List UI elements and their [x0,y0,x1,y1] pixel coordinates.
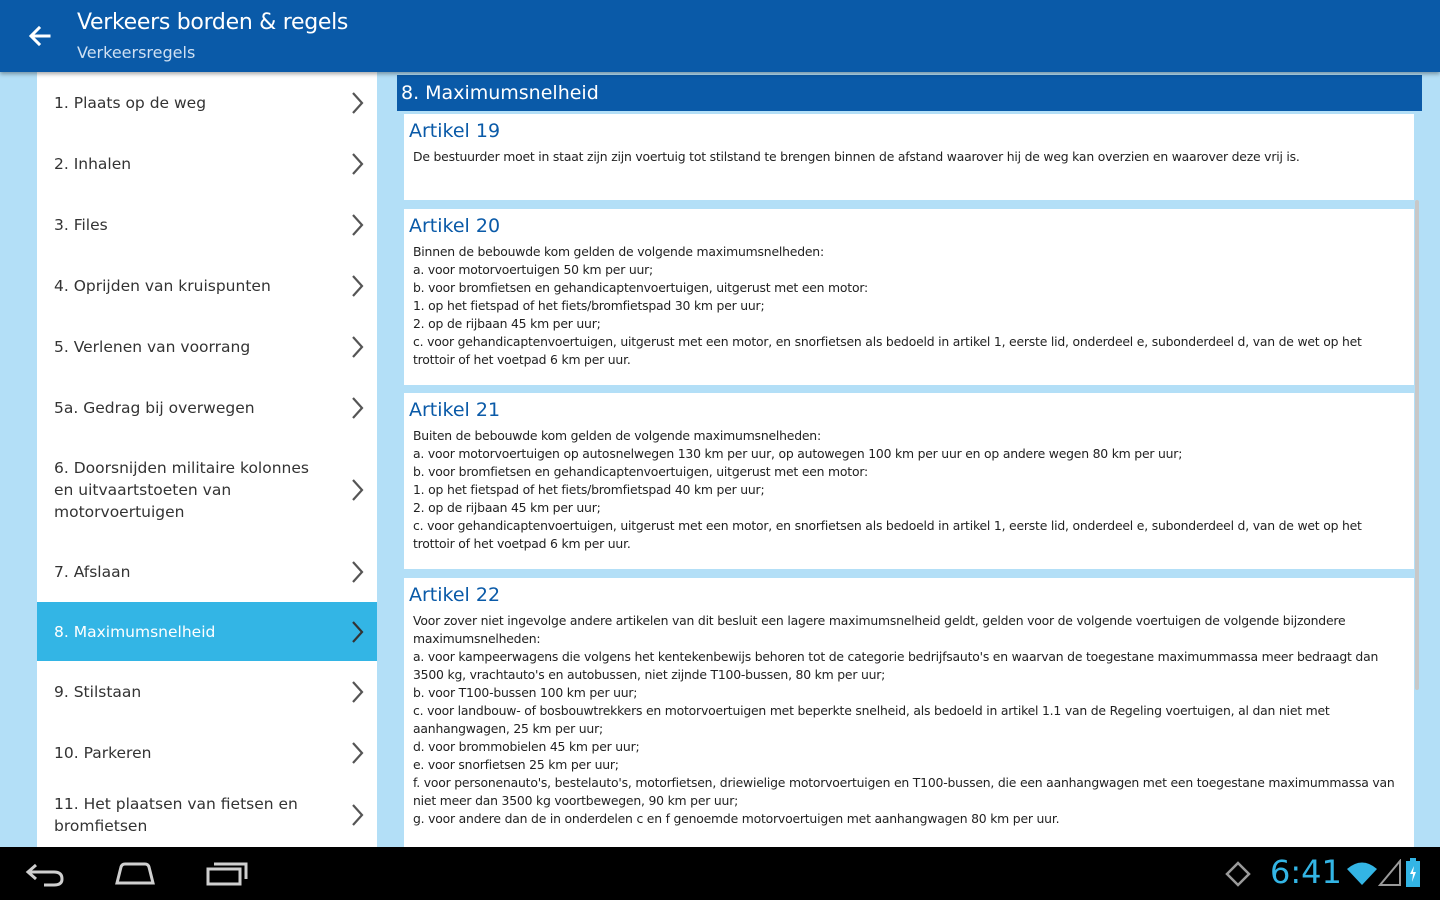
chevron-right-icon [345,617,369,647]
app-subtitle: Verkeersregels [77,43,196,62]
system-navigation-bar [0,847,1440,900]
sidebar-item-label: 8. Maximumsnelheid [54,622,216,641]
article-card [404,209,1414,385]
wifi-icon [1345,859,1379,887]
sidebar-item-label: 5. Verlenen van voorrang [54,337,251,356]
sidebar-list [37,72,377,847]
chevron-right-icon [345,677,369,707]
article-card [404,114,1414,200]
sidebar-item-9[interactable] [37,661,377,722]
chevron-right-icon [345,557,369,587]
sidebar-item-4[interactable] [37,255,377,316]
article-title: Artikel 20 [409,215,501,237]
chevron-right-icon [345,149,369,179]
sidebar-item-1[interactable] [37,72,377,133]
article-content[interactable] [397,72,1422,847]
app-bar [0,0,1440,72]
chevron-right-icon [345,475,369,505]
sidebar-item-6[interactable] [37,438,377,542]
sidebar-item-5a[interactable] [37,377,377,438]
sidebar-item-label: 6. Doorsnijden militaire kolonnes en uitvaartstoeten van motorvoertuigen [54,459,309,521]
nav-recents-button[interactable] [204,857,250,893]
recent-apps-icon [204,857,250,889]
chevron-right-icon [345,800,369,830]
sidebar-item-5[interactable] [37,316,377,377]
home-icon [112,857,158,889]
sidebar-item-3[interactable] [37,194,377,255]
back-button[interactable] [22,18,58,54]
article-body: Voor zover niet ingevolge andere artikelen van dit besluit een lagere maximumsnelheid geldt, gelden voor de volgende voertuigen de volgende bijzondere maximumsnelheden: a. voor kampeerwagens die volgens het kentekenbewijs behoren tot de categorie bedrijfsauto's en waarvan de toegestane maximummassa meer bedraagt dan 3500 kg, vrachtauto's en autobussen, niet zijnde T100-bussen, 80 km per uur; b. voor T100-bussen 100 km per uur; c. voor landbouw- of bosbouwtrekkers en motorvoertuigen met beperkte snelheid, als bedoeld in artikel 1.1 van de Regeling voertuigen, al dan niet met aanhangwagen, 25 km per uur; d. voor brommobielen 45 km per uur; e. voor snorfietsen 25 km per uur; f. voor personenauto's, bestelauto's, motorfietsen, driewielige motorvoertuigen en T100-bussen, die een aanhangwagen met een toegestane maximummassa van niet meer dan 3500 kg voortbewegen, 90 km per uur; g. voor andere dan de in onderdelen c en f genoemde motorvoertuigen met aanhangwagen 80 km per uur. [413,613,1395,826]
sidebar-item-label: 9. Stilstaan [54,682,142,701]
article-card [404,393,1414,569]
article-title: Artikel 22 [409,584,501,606]
signal-icon [1378,859,1402,887]
app-title: Verkeers borden & regels [77,10,349,35]
sidebar-item-label: 5a. Gedrag bij overwegen [54,398,255,417]
sidebar-item-label: 10. Parkeren [54,743,152,762]
chevron-right-icon [345,393,369,423]
section-title: 8. Maximumsnelheid [397,75,1422,111]
article-title: Artikel 21 [409,399,501,421]
chevron-right-icon [345,88,369,118]
content-scrollbar[interactable] [1415,200,1419,690]
sidebar-item-7[interactable] [37,542,377,602]
sidebar-item-label: 3. Files [54,215,108,234]
sidebar-item-label: 7. Afslaan [54,563,131,581]
article-body: Binnen de bebouwde kom gelden de volgende maximumsnelheden: a. voor motorvoertuigen 50 km per uur; b. voor bromfietsen en gehandicaptenvoertuigen, uitgerust met een motor: 1. op het fietspad of het fiets/bromfietspad 30 km per uur; 2. op de rijbaan 45 km per uur; c. voor gehandicaptenvoertuigen, uitgerust met een motor, en snorfietsen als bedoeld in artikel 1, eerste lid, onderdeel e, subonderdeel d, van de wet op het trottoir of het voetpad 6 km per uur. [413,244,1362,367]
article-title: Artikel 19 [409,120,501,142]
battery-icon [1405,857,1421,889]
sidebar-item-2[interactable] [37,133,377,194]
sidebar-item-11[interactable] [37,783,377,847]
article-body: De bestuurder moet in staat zijn zijn voertuig tot stilstand te brengen binnen de afstand waarover hij de weg kan overzien en waarover deze vrij is. [413,149,1300,164]
sidebar-item-10[interactable] [37,722,377,783]
article-body: Buiten de bebouwde kom gelden de volgende maximumsnelheden: a. voor motorvoertuigen op autosnelwegen 130 km per uur, op autowegen 100 km per uur en op andere wegen 80 km per uur; b. voor bromfietsen en gehandicaptenvoertuigen, uitgerust met een motor: 1. op het fietspad of het fiets/bromfietspad 40 km per uur; 2. op de rijbaan 45 km per uur; c. voor gehandicaptenvoertuigen, uitgerust met een motor, en snorfietsen als bedoeld in artikel 1, eerste lid, onderdeel e, subonderdeel d, van de wet op het trottoir of het voetpad 6 km per uur. [413,428,1362,551]
chevron-right-icon [345,271,369,301]
chevron-right-icon [345,210,369,240]
article-card [404,578,1414,847]
chevron-right-icon [345,332,369,362]
sidebar-item-label: 2. Inhalen [54,154,132,173]
sidebar-item-label: 1. Plaats op de weg [54,93,207,112]
nav-back-button[interactable] [22,857,68,893]
chevron-right-icon [345,738,369,768]
back-icon [22,857,68,889]
sidebar-item-8[interactable] [37,602,377,661]
nav-home-button[interactable] [112,857,158,893]
arrow-left-icon [22,18,58,54]
location-icon [1225,861,1251,887]
sidebar-item-label: 4. Oprijden van kruispunten [54,276,271,295]
sidebar-item-label: 11. Het plaatsen van fietsen en bromfietsen [54,795,298,835]
status-clock: 6:41 [1270,853,1342,891]
